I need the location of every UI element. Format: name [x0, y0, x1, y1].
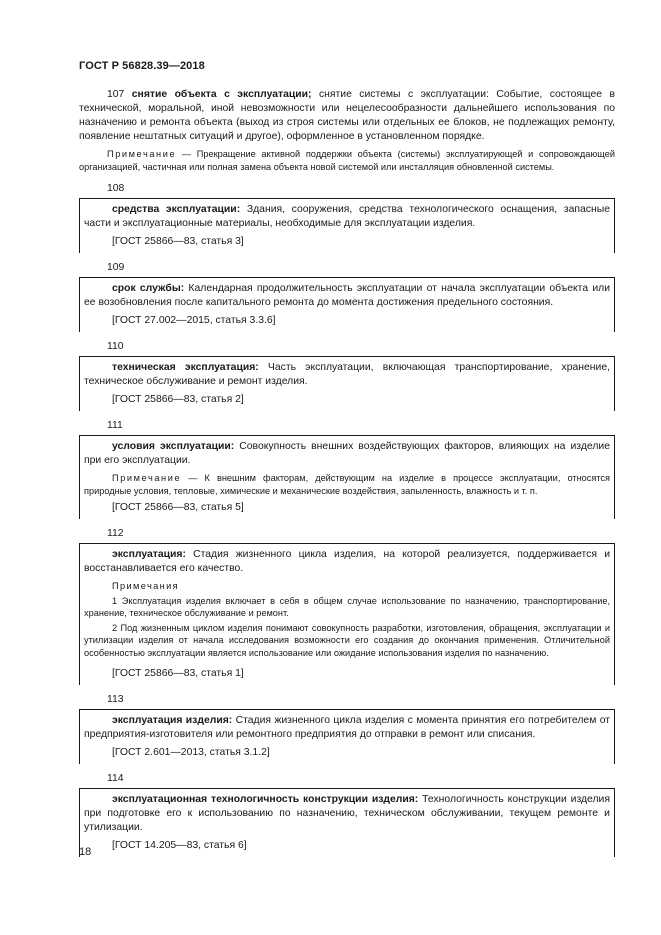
entry-112-box	[79, 543, 615, 685]
entry-number: 110	[107, 341, 124, 352]
entry-109	[84, 282, 610, 310]
term: средства эксплуатации:	[112, 204, 241, 215]
document-content	[79, 88, 615, 865]
definition: Стадия жизненного цикла изделия с момента принятия его потребителем от предприятия-изготовителя или ремонтного предприятия до отправки в ремонт или списания.	[84, 715, 611, 740]
notes-title: Примечания	[112, 581, 180, 591]
reference: [ГОСТ 27.002—2015, статья 3.3.6]	[112, 315, 276, 326]
entry-number: 112	[107, 528, 124, 539]
entry-number: 108	[107, 183, 125, 194]
entry-111	[84, 440, 610, 468]
note-label: Примечание	[112, 473, 182, 483]
reference: [ГОСТ 25866—83, статья 3]	[112, 236, 244, 247]
entry-number: 109	[107, 262, 125, 273]
term: снятие объекта с эксплуатации;	[131, 89, 312, 100]
definition: Технологичность конструкции изделия при подготовке его к использованию по назначению, техническом обслуживании, текущем ремонте и утилизации.	[84, 794, 610, 833]
entry-113-box	[79, 709, 615, 764]
note	[79, 148, 615, 173]
entry-110	[84, 361, 610, 389]
reference: [ГОСТ 14.205—83, статья 6]	[112, 840, 247, 851]
entry-112	[84, 548, 610, 576]
reference: [ГОСТ 25866—83, статья 2]	[112, 394, 244, 405]
entry-114	[84, 793, 610, 835]
note-2: 2 Под жизненным циклом изделия понимают совокупность разработки, изготовления, обращения, эксплуатации и утилизации изделия от начала исследования возможности его создания до окончания применения. Отличительной особенностью эксплуатации является использование или ожидание использования изделия по назначению.	[84, 622, 610, 658]
definition: снятие системы с эксплуатации: Событие, состоящее в технической, моральной, иной невозможности или нецелесообразности дальнейшего использования по назначению и ремонта объекта (выход из строя системы или отдельных ее блоков, не подлежащих ремонту, появление нештатных ситуаций и другое), оформленное в установленном порядке.	[79, 89, 615, 142]
reference: [ГОСТ 25866—83, статья 1]	[112, 668, 244, 679]
reference: [ГОСТ 25866—83, статья 5]	[112, 502, 244, 513]
term: срок службы:	[112, 283, 185, 294]
note-label: Примечание	[107, 149, 177, 159]
note	[84, 472, 610, 497]
entry-number: 111	[107, 420, 123, 431]
entry-113	[84, 714, 610, 742]
entry-number: 107	[107, 89, 125, 100]
page-number: 18	[79, 846, 92, 858]
definition: Здания, сооружения, средства технологического оснащения, запасные части и эксплуатационные материалы, необходимые для эксплуатации изделия.	[84, 204, 610, 229]
entry-number: 113	[107, 694, 124, 705]
definition: Стадия жизненного цикла изделия, на которой реализуется, поддерживается и восстанавливается его качество.	[84, 549, 610, 574]
entry-108	[84, 203, 610, 231]
definition: Календарная продолжительность эксплуатации от начала эксплуатации объекта или ее возобновления после капитального ремонта до момента достижения предельного состояния.	[84, 283, 611, 308]
entry-111-box	[79, 435, 615, 519]
reference: [ГОСТ 2.601—2013, статья 3.1.2]	[112, 747, 270, 758]
entry-108-box	[79, 198, 615, 253]
note-1: 1 Эксплуатация изделия включает в себя в общем случае использование по назначению, транспортирование, хранение, техническое обслуживание и ремонт.	[84, 595, 610, 618]
note-text: — К внешним факторам, действующим на изделие в процессе эксплуатации, относятся природные условия, тепловые, химические и механические воздействия, запыленность, влажность и т. п.	[84, 473, 610, 496]
term: техническая эксплуатация:	[112, 362, 259, 373]
entry-107	[79, 88, 615, 144]
term: эксплуатация изделия:	[112, 715, 233, 726]
entry-110-box	[79, 356, 615, 411]
entry-114-box	[79, 788, 615, 857]
term: эксплуатационная технологичность конструкции изделия:	[112, 794, 419, 805]
document-header: ГОСТ Р 56828.39—2018	[79, 60, 205, 72]
term: эксплуатация:	[112, 549, 186, 560]
definition: Совокупность внешних воздействующих факторов, влияющих на изделие при его эксплуатации.	[84, 441, 610, 466]
term: условия эксплуатации:	[112, 441, 235, 452]
entry-109-box	[79, 277, 615, 332]
note-text: — Прекращение активной поддержки объекта (системы) эксплуатирующей и сопровождающей организацией, частичная или полная замена объекта новой системой или инсталляция обновленной системы.	[79, 149, 615, 172]
entry-number: 114	[107, 773, 124, 784]
definition: Часть эксплуатации, включающая транспортирование, хранение, техническое обслуживание и ремонт изделия.	[84, 362, 610, 387]
